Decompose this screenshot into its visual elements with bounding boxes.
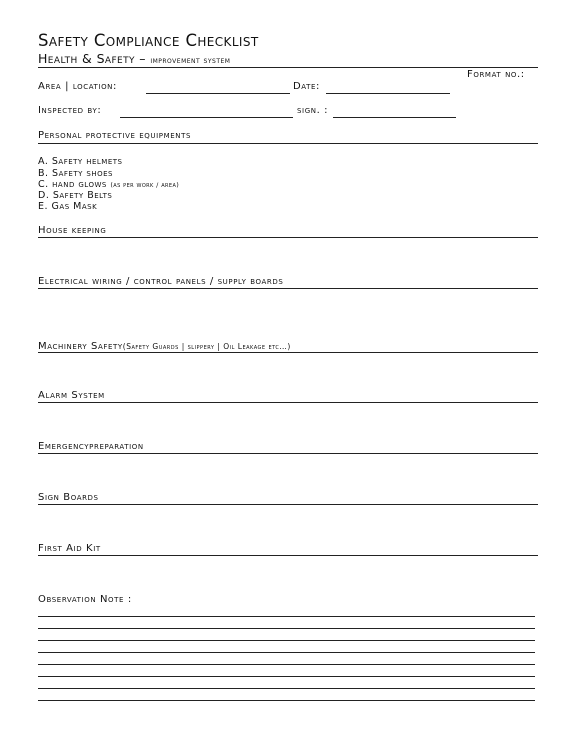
observation-line[interactable] (38, 688, 535, 689)
section-firstaid-heading: First Aid Kit (38, 543, 101, 554)
area-location-label: Area | location: (38, 81, 117, 92)
date-label: Date: (293, 81, 321, 92)
observation-line[interactable] (38, 664, 535, 665)
section-ppe-rule (38, 143, 538, 144)
section-alarm-rule (38, 402, 538, 403)
date-field[interactable] (326, 93, 450, 94)
section-housekeeping-rule (38, 237, 538, 238)
page-subtitle (38, 51, 230, 66)
section-signboards-heading: Sign Boards (38, 492, 99, 503)
section-machinery-rule (38, 352, 538, 353)
ppe-item-helmets (38, 156, 122, 167)
section-signboards-rule (38, 504, 538, 505)
inspected-by-field[interactable] (120, 117, 293, 118)
subtitle-small: improvement system (150, 56, 231, 66)
section-ppe-heading: Personal protective equipments (38, 130, 192, 141)
observation-line[interactable] (38, 652, 535, 653)
ppe-item-text: C. hand glows (38, 179, 107, 190)
inspected-by-label: Inspected by: (38, 105, 102, 116)
ppe-item-text: A. Safety helmets (38, 156, 123, 167)
section-machinery-heading (38, 341, 291, 352)
section-firstaid-rule (38, 555, 538, 556)
ppe-item-note: (as per work / area) (110, 181, 180, 189)
ppe-item-gloves (38, 179, 179, 190)
observation-line[interactable] (38, 700, 535, 701)
ppe-item-shoes (38, 168, 113, 179)
subtitle-main: Health & Safety – (38, 51, 146, 66)
header-rule (38, 67, 538, 68)
ppe-item-gas-mask (38, 201, 97, 212)
ppe-item-belts (38, 190, 112, 201)
machinery-main: Machinery Safety (38, 341, 123, 352)
observation-line[interactable] (38, 640, 535, 641)
observation-line[interactable] (38, 628, 535, 629)
section-emergency-rule (38, 453, 538, 454)
sign-field[interactable] (333, 117, 456, 118)
ppe-item-text: D. Safety Belts (38, 190, 113, 201)
ppe-item-text: B. Safety shoes (38, 168, 113, 179)
ppe-item-text: E. Gas Mask (38, 201, 98, 212)
machinery-detail: (Safety Guards | slippery | Oil Leakage etc…) (122, 342, 291, 351)
section-electrical-rule (38, 288, 538, 289)
area-location-field[interactable] (146, 93, 290, 94)
sign-label: sign. : (297, 105, 329, 116)
observation-line[interactable] (38, 616, 535, 617)
section-electrical-heading: Electrical wiring / control panels / supply boards (38, 276, 284, 287)
section-emergency-heading: Emergencypreparation (38, 441, 144, 452)
observation-note-label: Observation Note : (38, 594, 132, 605)
section-alarm-heading: Alarm System (38, 390, 105, 401)
page-title: Safety Compliance Checklist (38, 31, 259, 50)
section-housekeeping-heading: House keeping (38, 225, 107, 236)
format-number-label: Format no.: (467, 69, 525, 80)
observation-line[interactable] (38, 676, 535, 677)
